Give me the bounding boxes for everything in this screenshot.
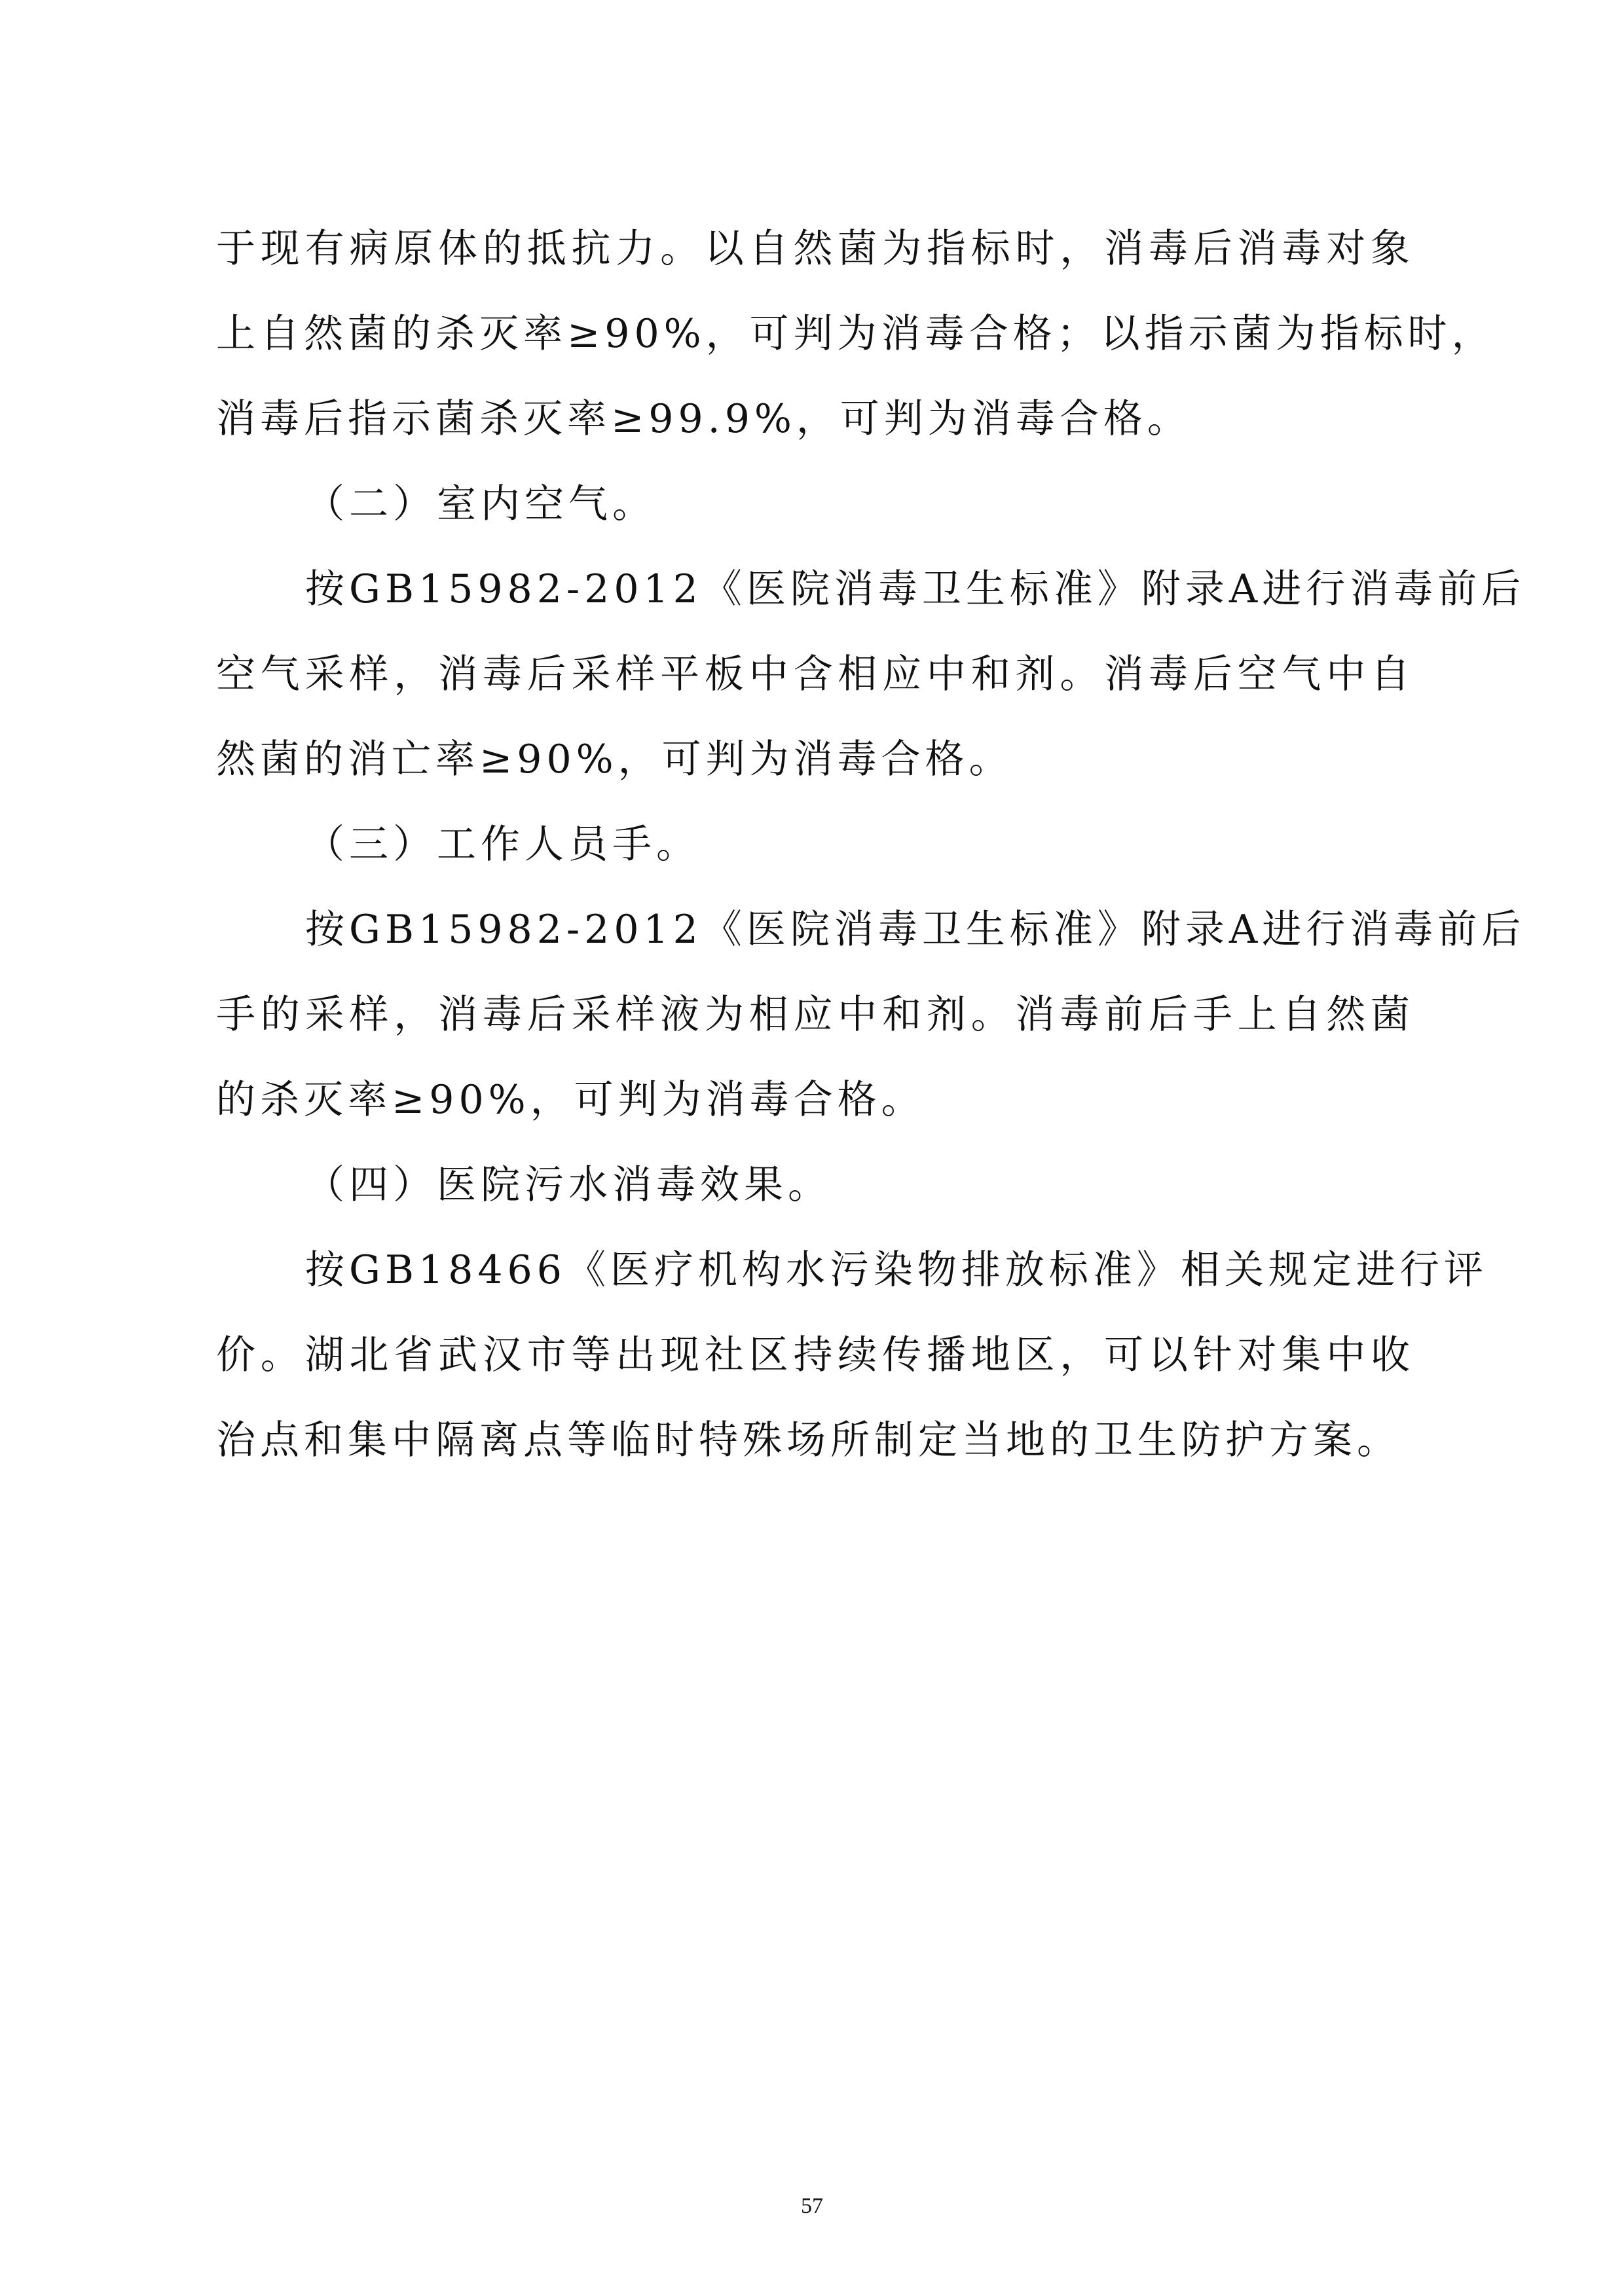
paragraph-line: 然菌的消亡率≥90%，可判为消毒合格。 <box>216 737 1013 782</box>
paragraph-line: 上自然菌的杀灭率≥90%，可判为消毒合格；以指示菌为指标时， <box>216 311 1496 357</box>
section-heading-indoor-air: （二）室内空气。 <box>305 481 656 527</box>
paragraph-line: 按GB15982-2012《医院消毒卫生标准》附录A进行消毒前后 <box>305 907 1526 953</box>
paragraph-line: 消毒后指示菌杀灭率≥99.9%，可判为消毒合格。 <box>216 396 1191 442</box>
section-heading-staff-hands: （三）工作人员手。 <box>305 822 700 867</box>
page-number: 57 <box>801 2194 823 2218</box>
paragraph-line: 价。湖北省武汉市等出现社区持续传播地区，可以针对集中收 <box>216 1332 1414 1378</box>
paragraph-line: 于现有病原体的抵抗力。以自然菌为指标时，消毒后消毒对象 <box>216 226 1414 272</box>
paragraph-line: 按GB18466《医疗机构水污染物排放标准》相关规定进行评 <box>305 1247 1488 1293</box>
paragraph-line: 空气采样，消毒后采样平板中含相应中和剂。消毒后空气中自 <box>216 651 1414 697</box>
paragraph-line: 手的采样，消毒后采样液为相应中和剂。消毒前后手上自然菌 <box>216 992 1414 1038</box>
section-heading-hospital-sewage: （四）医院污水消毒效果。 <box>305 1162 832 1208</box>
paragraph-line: 按GB15982-2012《医院消毒卫生标准》附录A进行消毒前后 <box>305 566 1526 612</box>
paragraph-line: 的杀灭率≥90%，可判为消毒合格。 <box>216 1077 925 1123</box>
paragraph-line: 治点和集中隔离点等临时特殊场所制定当地的卫生防护方案。 <box>216 1417 1401 1463</box>
